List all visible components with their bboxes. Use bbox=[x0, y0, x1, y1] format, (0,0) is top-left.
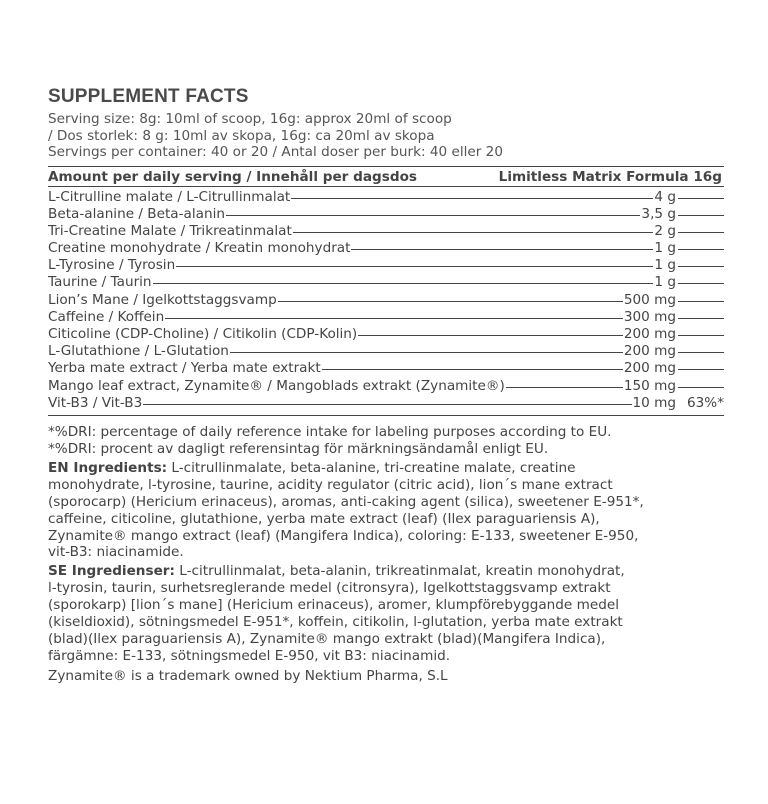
nutrient-name: L-Glutathione / L-Glutation bbox=[48, 343, 229, 360]
nutrient-name: Lion’s Mane / Igelkottstaggsvamp bbox=[48, 291, 277, 308]
leader-line bbox=[176, 266, 653, 267]
nutrient-table bbox=[48, 189, 724, 412]
nutrient-name: Caffeine / Koffein bbox=[48, 308, 165, 325]
leader-line bbox=[678, 215, 724, 216]
nutrient-row bbox=[48, 189, 724, 206]
ingredients-en-line: vit-B3: niacinamide. bbox=[48, 544, 184, 561]
ingredients-se-line: färgämne: E-133, sötningsmedel E-950, vit B3: niacinamid. bbox=[48, 647, 451, 664]
nutrient-row bbox=[48, 326, 724, 343]
header-formula: Limitless Matrix Formula 16g bbox=[498, 168, 722, 185]
leader-line bbox=[226, 215, 640, 216]
nutrient-dri: 63%* bbox=[686, 394, 724, 411]
table-header bbox=[48, 167, 724, 187]
leader-line bbox=[322, 369, 623, 370]
nutrient-amount: 2 g bbox=[654, 222, 676, 239]
leader-line bbox=[291, 198, 653, 199]
nutrient-row bbox=[48, 309, 724, 326]
nutrient-name: L-Tyrosine / Tyrosin bbox=[48, 257, 176, 274]
nutrient-name: Yerba mate extract / Yerba mate extrakt bbox=[48, 360, 321, 377]
nutrient-name: Taurine / Taurin bbox=[48, 274, 152, 291]
ingredients-se bbox=[48, 563, 724, 664]
leader-line bbox=[678, 369, 724, 370]
leader-line bbox=[678, 335, 724, 336]
leader-line bbox=[678, 387, 724, 388]
leader-line bbox=[230, 352, 623, 353]
ingredients-en-line: caffeine, citicoline, glutathione, yerba mate extract (leaf) (Ilex paraguariensis A), bbox=[48, 510, 600, 527]
leader-line bbox=[278, 301, 623, 302]
dri-notes bbox=[48, 424, 724, 458]
leader-line bbox=[293, 232, 654, 233]
serving-info bbox=[48, 111, 724, 161]
serving-size-en: Serving size: 8g: 10ml of scoop, 16g: approx 20ml of scoop bbox=[48, 111, 452, 127]
nutrient-name: Creatine monohydrate / Kreatin monohydrat bbox=[48, 240, 351, 257]
ingredients-en-label: EN Ingredients: bbox=[48, 459, 168, 476]
nutrient-amount: 1 g bbox=[654, 257, 676, 274]
supplement-facts-panel bbox=[48, 86, 724, 684]
nutrient-amount: 500 mg bbox=[623, 291, 676, 308]
nutrient-amount: 200 mg bbox=[623, 343, 676, 360]
leader-line bbox=[678, 352, 724, 353]
nutrient-row bbox=[48, 343, 724, 360]
nutrient-row bbox=[48, 274, 724, 291]
nutrient-amount: 10 mg bbox=[632, 394, 676, 411]
leader-line bbox=[678, 198, 724, 199]
nutrient-name: L-Citrulline malate / L-Citrullinmalat bbox=[48, 188, 291, 205]
leader-line bbox=[143, 404, 631, 405]
nutrient-name: Vit-B3 / Vit-B3 bbox=[48, 394, 143, 411]
leader-line bbox=[358, 335, 623, 336]
nutrient-name: Mango leaf extract, Zynamite® / Mangoblads extrakt (Zynamite®) bbox=[48, 377, 505, 394]
nutrient-row bbox=[48, 257, 724, 274]
ingredients-en bbox=[48, 460, 724, 561]
leader-line bbox=[678, 232, 724, 233]
leader-line bbox=[351, 249, 653, 250]
nutrient-row bbox=[48, 240, 724, 257]
nutrient-name: Beta-alanine / Beta-alanin bbox=[48, 205, 225, 222]
ingredients-se-line: (sporokarp) [lion´s mane] (Hericium erinaceus), aromer, klumpförebyggande medel bbox=[48, 597, 619, 614]
nutrient-row bbox=[48, 223, 724, 240]
nutrient-row bbox=[48, 360, 724, 377]
dri-note-en: *%DRI: percentage of daily reference intake for labeling purposes according to EU. bbox=[48, 423, 612, 440]
nutrient-amount: 1 g bbox=[654, 240, 676, 257]
leader-line bbox=[153, 283, 654, 284]
nutrient-row bbox=[48, 378, 724, 395]
ingredients-en-line: Zynamite® mango extract (leaf) (Mangifera Indica), coloring: E-133, sweetener E-950, bbox=[48, 527, 639, 544]
ingredients-en-line: (sporocarp) (Hericium erinaceus), aromas, anti-caking agent (silica), sweetener E-951*, bbox=[48, 493, 644, 510]
leader-line bbox=[678, 318, 724, 319]
nutrient-amount: 200 mg bbox=[623, 360, 676, 377]
nutrient-amount: 300 mg bbox=[623, 308, 676, 325]
ingredients-en-line: L-citrullinmalate, beta-alanine, tri-creatine malate, creatine bbox=[167, 459, 576, 476]
leader-line bbox=[506, 387, 623, 388]
ingredients-se-label: SE Ingredienser: bbox=[48, 563, 175, 580]
ingredients-se-line: (blad)(Ilex paraguariensis A), Zynamite® mango extrakt (blad)(Mangifera Indica), bbox=[48, 631, 606, 647]
servings-per-container: Servings per container: 40 or 20 / Antal doser per burk: 40 eller 20 bbox=[48, 144, 503, 160]
nutrient-amount: 200 mg bbox=[623, 326, 676, 342]
nutrient-amount: 1 g bbox=[654, 274, 676, 291]
nutrient-amount: 4 g bbox=[654, 188, 676, 205]
nutrient-amount: 3,5 g bbox=[641, 205, 676, 222]
nutrient-name: Tri-Creatine Malate / Trikreatinmalat bbox=[48, 222, 292, 239]
panel-title: SUPPLEMENT FACTS bbox=[48, 86, 249, 107]
leader-line bbox=[678, 283, 724, 284]
dri-note-se: *%DRI: procent av dagligt referensintag för märkningsändamål enligt EU. bbox=[48, 440, 549, 457]
serving-size-se: / Dos storlek: 8 g: 10ml av skopa, 16g: ca 20ml av skopa bbox=[48, 127, 435, 144]
ingredients-se-line: L-citrullinmalat, beta-alanin, trikreatinmalat, kreatin monohydrat, bbox=[174, 563, 625, 580]
nutrient-row bbox=[48, 292, 724, 309]
trademark-note: Zynamite® is a trademark owned by Nektium Pharma, S.L bbox=[48, 667, 448, 684]
bottom-rule bbox=[48, 415, 724, 416]
leader-line bbox=[678, 266, 724, 267]
ingredients-en-line: monohydrate, l-tyrosine, taurine, acidity regulator (citric acid), lion´s mane extract bbox=[48, 476, 613, 493]
nutrient-name: Citicoline (CDP-Choline) / Citikolin (CDP-Kolin) bbox=[48, 326, 358, 342]
ingredients-se-line: l-tyrosin, taurin, surhetsreglerande medel (citronsyra), Igelkottstaggsvamp extrakt bbox=[48, 580, 611, 597]
leader-line bbox=[678, 249, 724, 250]
leader-line bbox=[678, 301, 724, 302]
ingredients-se-line: (kiseldioxid), sötningsmedel E-951*, koffein, citikolin, l-glutation, yerba mate extrakt bbox=[48, 614, 623, 631]
leader-line bbox=[165, 318, 623, 319]
nutrient-row bbox=[48, 206, 724, 223]
header-amount-per-serving: Amount per daily serving / Innehåll per dagsdos bbox=[48, 168, 417, 185]
nutrient-row bbox=[48, 395, 724, 412]
nutrient-amount: 150 mg bbox=[623, 377, 676, 394]
